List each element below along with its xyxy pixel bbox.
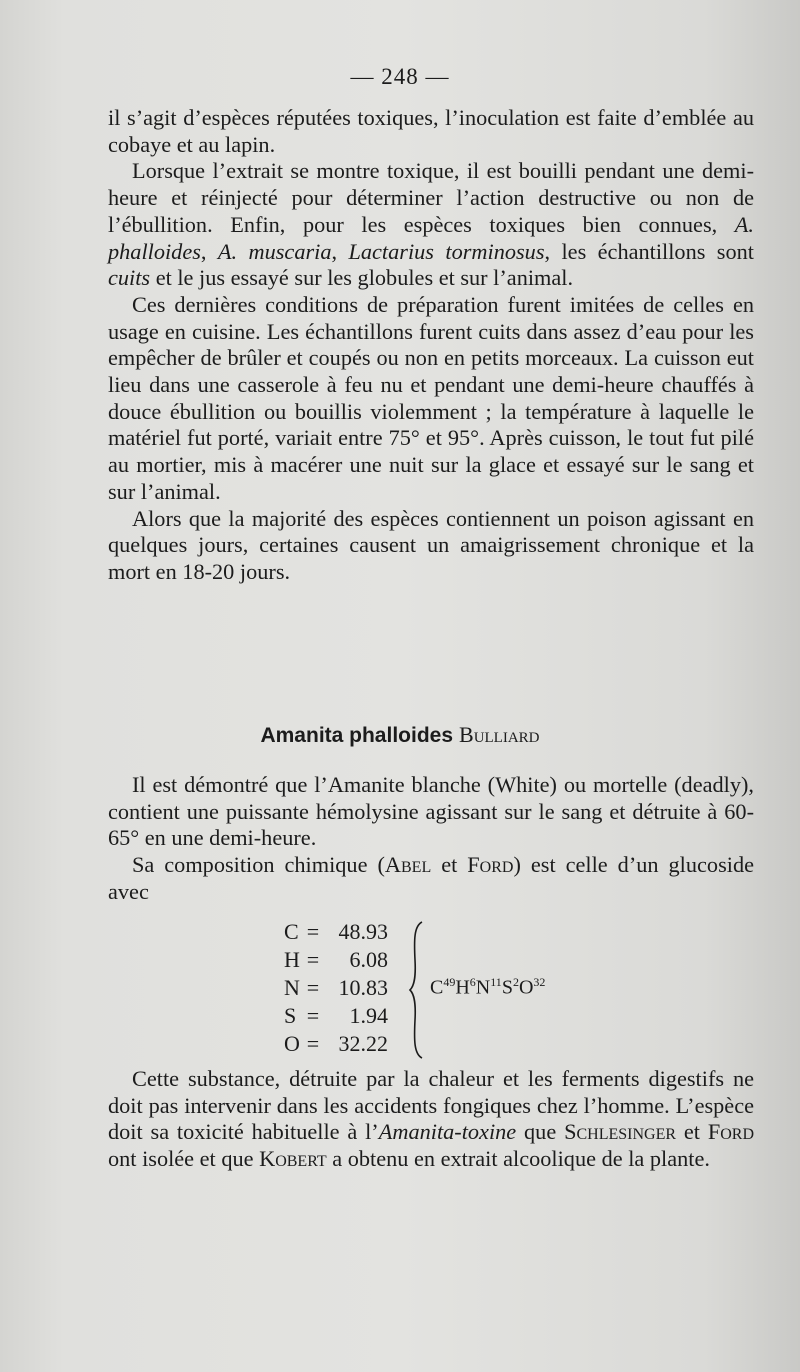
chemical-composition	[284, 918, 604, 1063]
emphasis: cuits	[108, 265, 151, 291]
paragraph-composition: Sa composition chimique (Abel et Ford) est celle d’un glucoside avec	[108, 852, 754, 904]
body-text-middle	[108, 772, 754, 906]
author-name: Ford	[467, 852, 514, 878]
species-name: Lactarius torminosus	[348, 238, 545, 264]
composition-row: N = 10.83	[284, 975, 388, 1000]
composition-row: C = 48.93	[284, 919, 388, 944]
author-name: Kobert	[259, 1146, 327, 1172]
paragraph-toxine: Cette substance, détruite par la chaleur et les ferments digestifs ne doit pas intervenir dans les accidents fongiques chez l’homme. L’espèce doit sa toxicité habituelle à l’Amanita-toxine que Schlesinger et Ford ont isolée et que Kobert a obtenu en extrait alcoolique de la plante.	[108, 1066, 754, 1172]
page-number: — 248 —	[350, 64, 450, 89]
paragraph-continued: il s’agit d’espèces réputées toxiques, l’inoculation est faite d’emblée au cobaye et au lapin.	[108, 105, 754, 157]
composition-row: S = 1.94	[284, 1003, 388, 1028]
species-name: A. muscaria	[217, 238, 332, 264]
paragraph-boiling: Lorsque l’extrait se montre toxique, il est bouilli pendant une demi-heure et réinjecté pour déterminer l’action destructive ou non de l’ébullition. Enfin, pour les espèces toxiques bien connues, A. phalloides, A. muscaria, Lactarius torminosus, les échantillons sont cuits et le jus essayé sur les globules et sur l’animal.	[108, 158, 754, 291]
paragraph-hemolysin: Il est démontré que l’Amanite blanche (White) ou mortelle (deadly), contient une puissante hémolysine agissant sur le sang et détruite à 60-65° en une demi-heure.	[108, 772, 754, 851]
author-name: Ford	[707, 1119, 754, 1145]
heading-species: Amanita phalloides	[260, 724, 454, 747]
curly-brace-icon	[408, 920, 426, 1060]
author-name: Abel	[384, 852, 432, 878]
body-text-upper	[108, 105, 754, 586]
composition-row: O = 32.22	[284, 1031, 388, 1056]
molecular-formula: $C^{49}H^6N^{11}S^2O^{32}$	[430, 975, 546, 999]
species-name: A. phalloides	[108, 211, 754, 264]
body-text-lower	[108, 1066, 754, 1173]
paragraph-poison: Alors que la majorité des espèces contiennent un poison agissant en quelques jours, certaines causent un amaigrissement chronique et la mort en 18-20 jours.	[108, 505, 754, 584]
section-heading	[0, 722, 800, 748]
paragraph-cooking: Ces dernières conditions de préparation furent imitées de celles en usage en cuisine. Les échantillons furent cuits dans assez d’eau pour les empêcher de brûler et coupés ou non en petits morceaux. La cuisson eut lieu dans une casserole à feu nu et pendant une demi-heure chauffés à douce ébullition ou bouillis violemment ; la température à laquelle le matériel fut porté, variait entre 75° et 95°. Après cuisson, le tout fut pilé au mortier, mis à macérer une nuit sur la glace et essayé sur le sang et sur l’animal.	[108, 291, 754, 504]
heading-author: Bulliard	[459, 722, 540, 747]
toxin-name: Amanita-toxine	[378, 1119, 517, 1145]
composition-row: H = 6.08	[284, 947, 388, 972]
author-name: Schlesinger	[564, 1119, 677, 1145]
